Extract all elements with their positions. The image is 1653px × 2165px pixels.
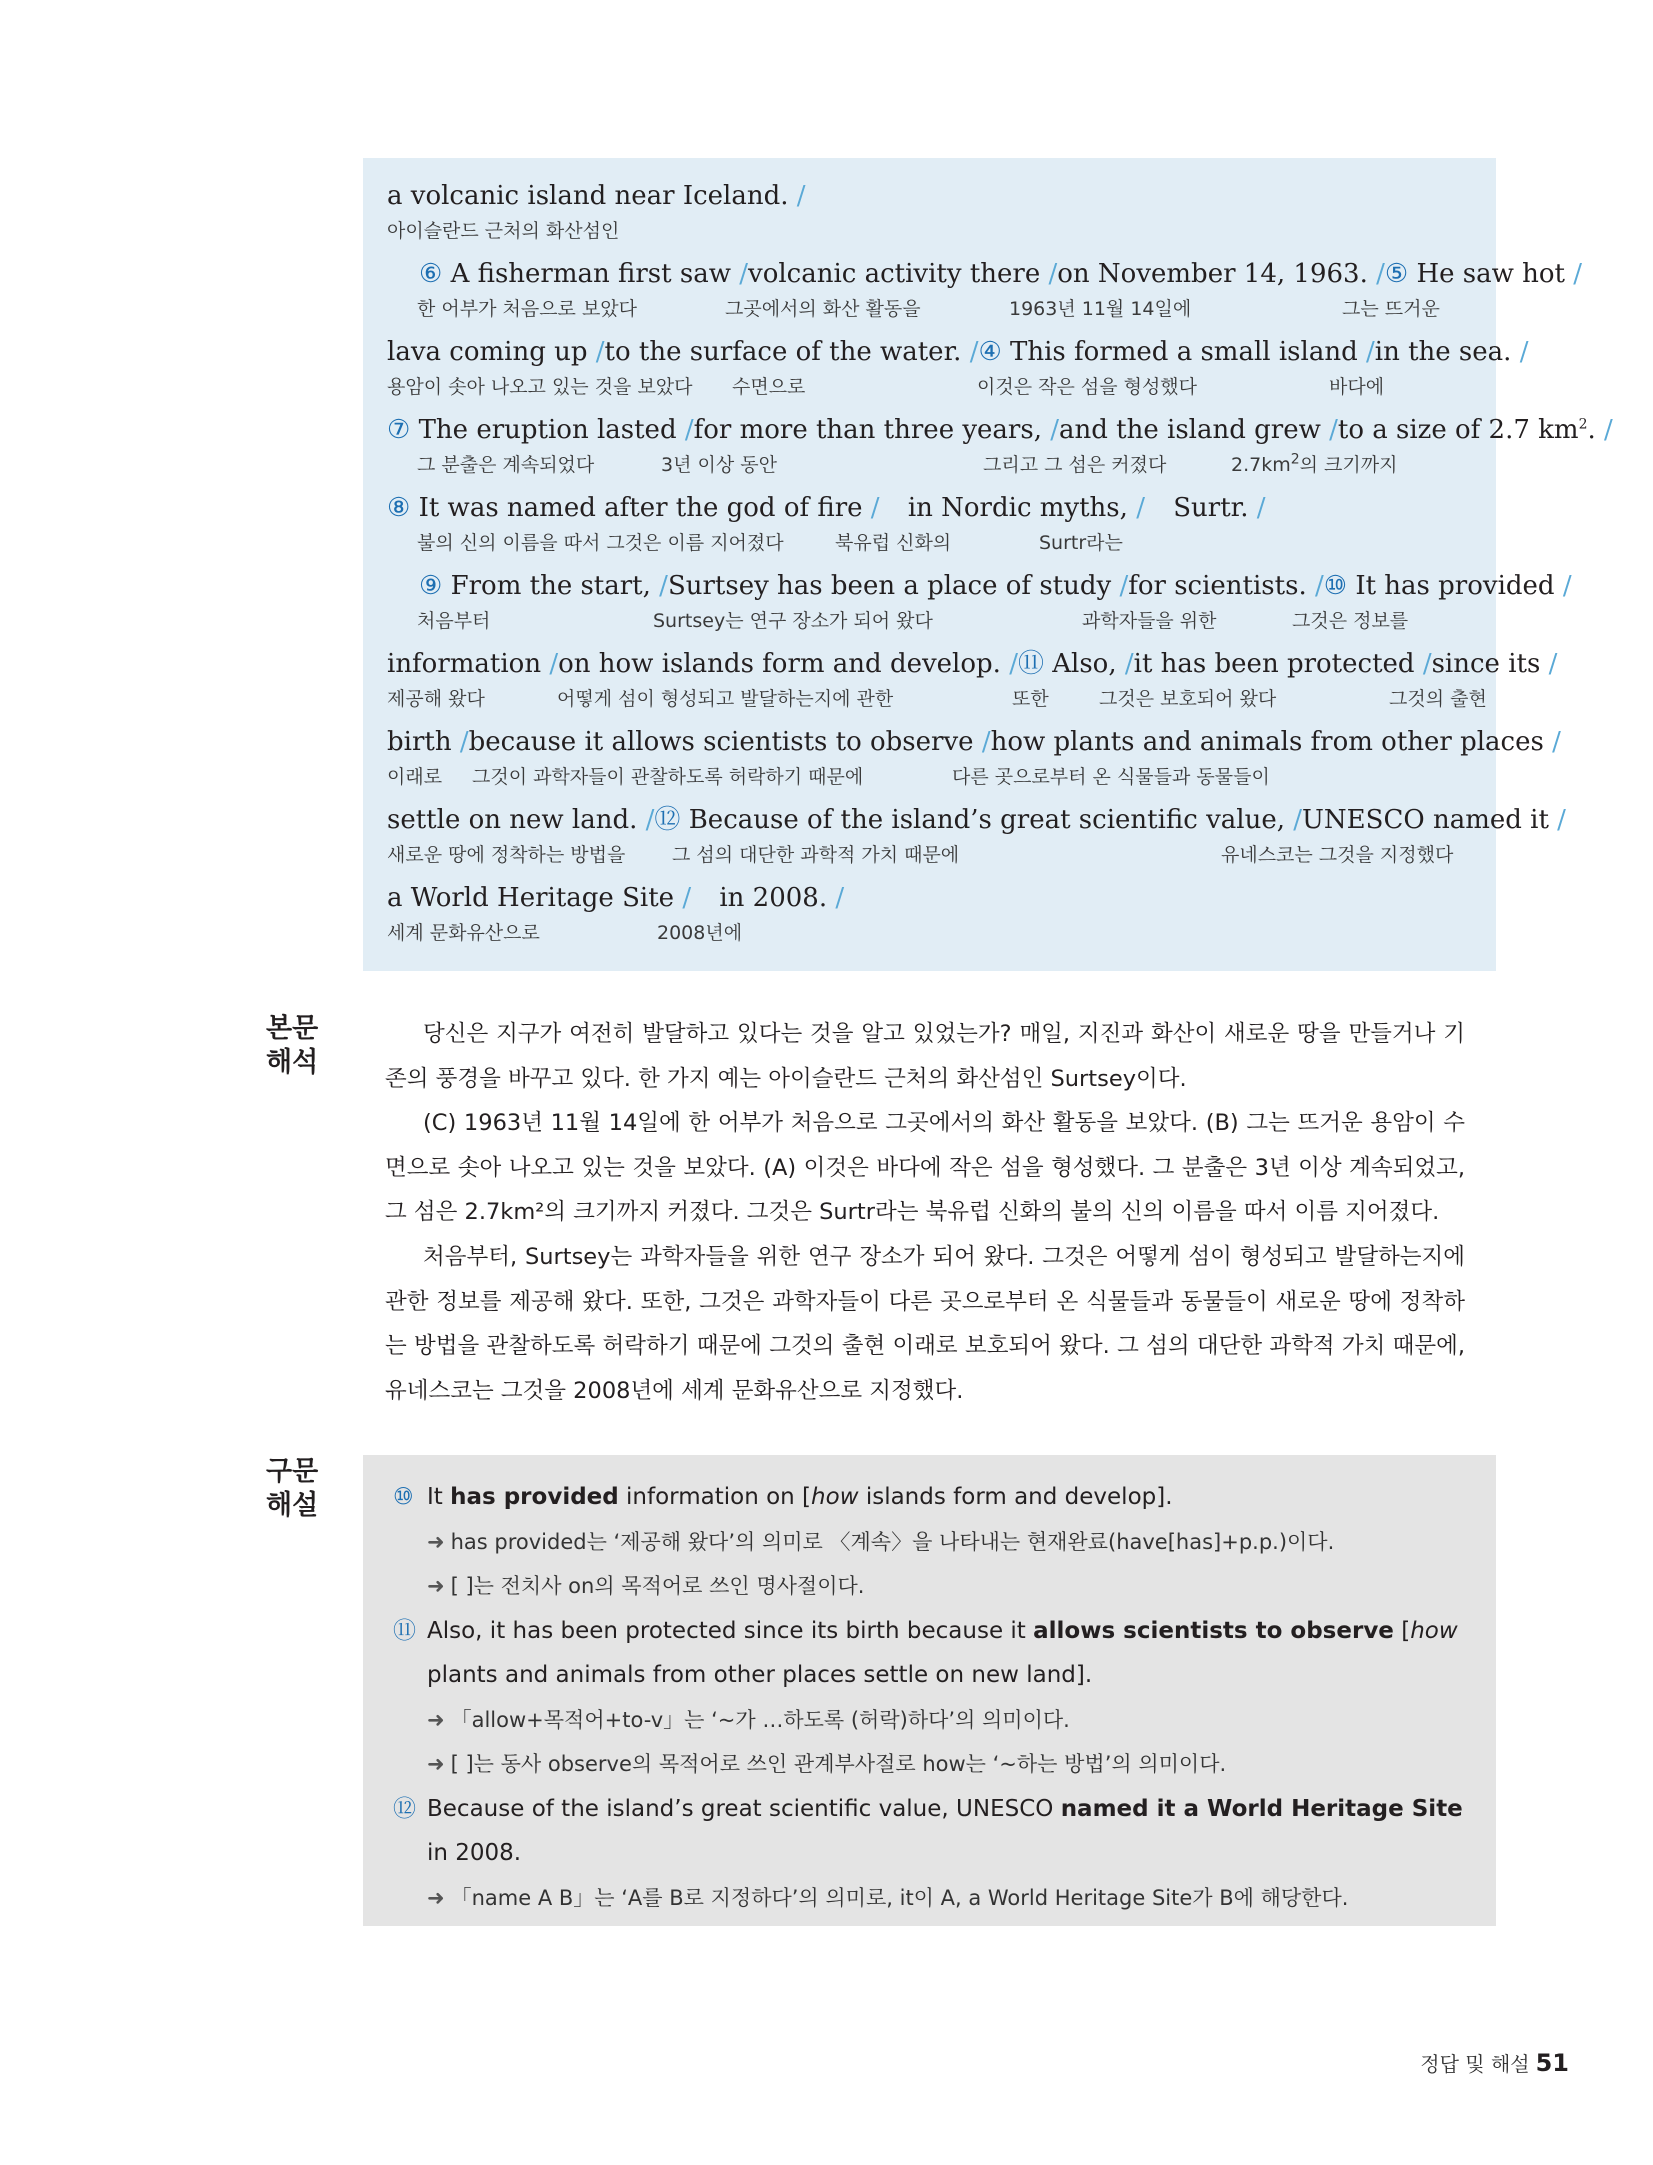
chunk-text: it has been protected <box>1133 649 1415 679</box>
text: plants and animals from other places settle on new land]. <box>427 1662 1093 1688</box>
korean-gloss: 세계 문화유산으로 <box>387 922 540 944</box>
korean-gloss: 북유럽 신화의 <box>835 532 952 554</box>
chunk-text: From the start, <box>450 571 651 601</box>
sentence-number: ⑩ <box>393 1484 414 1510</box>
korean-gloss: 그 섬의 대단한 과학적 가치 때문에 <box>672 844 960 866</box>
korean-gloss: 용암이 솟아 나오고 있는 것을 보았다 <box>387 376 693 398</box>
korean-gloss-line <box>387 528 1472 556</box>
english-chunk <box>387 178 806 214</box>
english-chunk <box>558 646 1018 682</box>
grammar-item-10 <box>393 1475 1466 1520</box>
korean-gloss: 그것은 보호되어 왔다 <box>1099 688 1277 710</box>
english-chunk <box>1018 646 1134 682</box>
korean-gloss: 처음부터 <box>417 610 491 632</box>
chunk-text: in Nordic myths, <box>907 493 1128 523</box>
korean-gloss: 바다에 <box>1329 376 1385 398</box>
chunk-line <box>387 178 1472 256</box>
note-text: has provided는 ‘제공해 왔다’의 의미로 〈계속〉을 나타내는 현재완료(have[has]+p.p.)이다. <box>450 1529 1335 1554</box>
korean-gloss: 한 어부가 처음으로 보았다 <box>417 298 638 320</box>
english-chunk <box>719 880 844 916</box>
chunk-slash: / <box>595 337 605 367</box>
label-line-2: 해석 <box>266 1047 319 1078</box>
english-chunk <box>1302 802 1566 838</box>
chunk-line <box>387 256 1583 334</box>
chunk-line <box>387 724 1561 802</box>
sentence-number: ⑩ <box>1323 571 1348 601</box>
korean-gloss: 그것은 정보를 <box>1292 610 1409 632</box>
chunk-text: and the island grew <box>1059 415 1321 445</box>
arrow-right-icon: ➜ <box>427 1752 445 1776</box>
chunk-line <box>387 412 1613 490</box>
chunk-text: in 2008. <box>719 883 828 913</box>
chunk-text: birth <box>387 727 452 757</box>
english-chunk <box>1128 568 1324 604</box>
korean-gloss: 1963년 11월 14일에 <box>1009 298 1192 320</box>
chunk-line <box>387 568 1572 646</box>
english-chunk <box>1375 334 1529 370</box>
chunk-text: Surtsey has been a place of study <box>667 571 1112 601</box>
text: It <box>427 1484 451 1510</box>
english-chunk-line <box>387 490 1472 526</box>
chunk-text: how plants and animals from other places <box>990 727 1544 757</box>
chunk-slash: / <box>1314 571 1324 601</box>
english-chunk-line <box>387 334 1529 370</box>
chunk-slash: / <box>459 727 469 757</box>
english-chunk <box>1432 646 1558 682</box>
korean-gloss-line <box>387 294 1472 322</box>
chunk-slash: / <box>870 493 880 523</box>
footer-label: 정답 및 해설 <box>1420 2052 1530 2076</box>
chunk-text: for more than three years, <box>693 415 1042 445</box>
korean-gloss: 아이슬란드 근처의 화산섬인 <box>387 220 620 242</box>
english-chunk-line <box>419 568 1572 604</box>
korean-gloss: 그곳에서의 화산 활동을 <box>725 298 921 320</box>
korean-gloss-line <box>387 372 1472 400</box>
english-chunk <box>605 334 979 370</box>
chunk-slash: / <box>1009 649 1018 679</box>
chunk-text: in the sea. <box>1374 337 1512 367</box>
chunk-text: Because of the island’s great scientific value, <box>688 805 1285 835</box>
chunk-text: Also, <box>1052 649 1117 679</box>
chunk-text: UNESCO named it <box>1302 805 1549 835</box>
korean-gloss: 새로운 땅에 정착하는 방법을 <box>387 844 626 866</box>
chunk-text: It was named after the god of fire <box>418 493 863 523</box>
chunk-slash: / <box>981 727 991 757</box>
sentence-number: ⑫ <box>654 805 681 835</box>
chunk-slash: / <box>1573 259 1583 289</box>
korean-gloss: 다른 곳으로부터 온 식물들과 동물들이 <box>952 766 1270 788</box>
chunk-slash: / <box>1557 805 1566 835</box>
chunk-slash: / <box>1119 571 1129 601</box>
chunk-text: He saw hot <box>1416 259 1565 289</box>
english-chunk <box>991 724 1561 760</box>
chunk-slash: / <box>1548 649 1558 679</box>
translation-text <box>385 1012 1465 1413</box>
english-chunk <box>1324 568 1572 604</box>
chunk-slash: / <box>659 571 668 601</box>
korean-gloss: 불의 신의 이름을 따서 그것은 이름 지어졌다 <box>417 532 784 554</box>
text: Because of the island’s great scientific value, UNESCO <box>427 1795 1061 1822</box>
note-text: 「name A B」는 ‘A를 B로 지정하다’의 의미로, it이 A, a World Heritage Site가 B에 해당한다. <box>450 1885 1349 1910</box>
chunk-slash: / <box>739 259 748 289</box>
sentence-number: ⑥ <box>419 259 443 289</box>
grammar-section-label <box>266 1455 336 1523</box>
korean-gloss: 3년 이상 동안 <box>661 454 777 476</box>
korean-gloss-line <box>387 684 1487 712</box>
english-chunk <box>387 646 558 682</box>
sentence-number: ⑤ <box>1384 259 1409 289</box>
korean-gloss-line <box>387 840 1472 868</box>
english-chunk <box>668 568 1128 604</box>
translation-paragraph: 처음부터, Surtsey는 과학자들을 위한 연구 장소가 되어 왔다. 그것은 어떻게 섬이 형성되고 발달하는지에 관한 정보를 제공해 왔다. 또한, 그것은 과학자들이 다른 곳으로부터 온 식물들과 동물들이 새로운 땅에 정착하는 방법을 관찰하도록 허락하기 때문에 그것의 출현 이래로 보호되어 왔다. 그 섬의 대단한 과학적 가치 때문에, 유네스코는 그것을 2008년에 세계 문화유산으로 지정했다. <box>385 1243 1465 1404</box>
english-chunk-line <box>387 178 1472 214</box>
english-chunk <box>387 334 605 370</box>
chunk-line <box>387 490 1472 568</box>
english-chunk <box>419 568 668 604</box>
chunk-text: since its <box>1431 649 1541 679</box>
italic-text: how <box>1410 1617 1458 1644</box>
grammar-note <box>393 1564 1466 1609</box>
label-line-2: 해설 <box>266 1490 319 1521</box>
english-chunk <box>387 724 469 760</box>
chunk-slash: / <box>1048 259 1058 289</box>
chunk-slash: / <box>1376 259 1385 289</box>
korean-gloss: 그 분출은 계속되었다 <box>417 454 595 476</box>
korean-gloss: 제공해 왔다 <box>387 688 485 710</box>
english-chunk-line <box>387 646 1558 682</box>
chunk-text: Surtr. <box>1173 493 1249 523</box>
chunk-slash: / <box>1050 415 1059 445</box>
korean-gloss: 유네스코는 그것을 지정했다 <box>1221 844 1454 866</box>
english-chunk <box>748 256 1057 292</box>
chunk-text: on November 14, 1963. <box>1057 259 1368 289</box>
english-chunk <box>1173 490 1265 526</box>
chunk-text: lava coming up <box>387 337 588 367</box>
english-chunk <box>1134 646 1432 682</box>
sentence-number: ⑪ <box>1017 649 1044 679</box>
chunk-text: information <box>387 649 542 679</box>
chunk-line <box>387 334 1529 412</box>
note-text: [ ]는 동사 observe의 목적어로 쓰인 관계부사절로 how는 ‘~하는 방법’의 의미이다. <box>450 1752 1227 1776</box>
english-chunk <box>387 490 880 526</box>
label-line-1: 본문 <box>266 1013 319 1044</box>
korean-gloss: 그것의 출현 <box>1389 688 1487 710</box>
highlight-text: named it a World Heritage Site <box>1060 1795 1463 1822</box>
english-chunk-line <box>387 802 1566 838</box>
chunk-slash: / <box>1422 649 1432 679</box>
sentence-number: ⑧ <box>387 493 411 523</box>
chunk-reading-box <box>363 158 1613 971</box>
korean-gloss: Surtsey는 연구 장소가 되어 왔다 <box>653 610 933 632</box>
highlight-text: allows scientists to observe <box>1033 1617 1394 1644</box>
chunk-text: volcanic activity there <box>748 259 1041 289</box>
english-chunk <box>1385 256 1582 292</box>
english-chunk <box>1057 256 1385 292</box>
korean-gloss: 그것이 과학자들이 관찰하도록 허락하기 때문에 <box>472 766 864 788</box>
chunk-slash: / <box>1604 415 1613 445</box>
chunk-text: It has provided <box>1355 571 1555 601</box>
chunk-slash: / <box>1136 493 1145 523</box>
chunk-line <box>387 802 1566 880</box>
chunk-text: for scientists. <box>1128 571 1307 601</box>
korean-gloss: 2008년에 <box>657 922 743 944</box>
korean-gloss: 어떻게 섬이 형성되고 발달하는지에 관한 <box>557 688 894 710</box>
arrow-right-icon: ➜ <box>427 1885 445 1910</box>
chunk-text: a World Heritage Site <box>387 883 675 913</box>
korean-gloss-line <box>387 216 1472 244</box>
english-chunk <box>387 802 654 838</box>
chunk-slash: / <box>549 649 559 679</box>
note-text: [ ]는 전치사 on의 목적어로 쓰인 명사절이다. <box>450 1574 865 1598</box>
arrow-right-icon: ➜ <box>427 1574 445 1598</box>
chunk-text: settle on new land. <box>387 805 638 835</box>
chunk-text: The eruption lasted <box>418 415 677 445</box>
note-text: 「allow+목적어+to-v」는 ‘~가 …하도록 (허락)하다’의 의미이다. <box>450 1707 1070 1732</box>
english-chunk <box>908 490 1145 526</box>
chunk-text: to the surface of the water. <box>604 337 962 367</box>
translation-section-label <box>266 1012 336 1080</box>
chunk-slash: / <box>1552 727 1561 757</box>
korean-gloss: 이것은 작은 섬을 형성했다 <box>977 376 1198 398</box>
grammar-note <box>393 1742 1466 1787</box>
chunk-text: This formed a small island <box>1010 337 1358 367</box>
page-footer <box>1420 2048 1569 2077</box>
korean-gloss: 이래로 <box>387 766 443 788</box>
grammar-note <box>393 1520 1466 1565</box>
english-chunk <box>387 412 694 448</box>
italic-text: how <box>811 1484 859 1510</box>
english-chunk <box>419 256 748 292</box>
grammar-item-12 <box>393 1787 1466 1876</box>
text: islands form and develop]. <box>858 1484 1173 1510</box>
chunk-text: to a size of 2.7 $km^2$. <box>1337 415 1596 445</box>
chunk-slash: / <box>1365 337 1375 367</box>
grammar-note <box>393 1876 1466 1921</box>
korean-gloss: 또한 <box>1012 688 1049 710</box>
sentence-number: ⑨ <box>419 571 443 601</box>
korean-gloss: 그는 뜨거운 <box>1342 298 1440 320</box>
label-line-1: 구문 <box>266 1456 319 1487</box>
chunk-line <box>387 880 1472 958</box>
chunk-slash: / <box>645 805 655 835</box>
sentence-number: ⑪ <box>393 1617 416 1644</box>
chunk-slash: / <box>1256 493 1266 523</box>
chunk-text: A fisherman first saw <box>450 259 731 289</box>
chunk-slash: / <box>1293 805 1303 835</box>
grammar-notes-box <box>363 1455 1496 1926</box>
english-chunk <box>387 880 691 916</box>
english-chunk-line <box>419 256 1583 292</box>
korean-gloss-line <box>387 606 1472 634</box>
translation-paragraph: (C) 1963년 11월 14일에 한 어부가 처음으로 그곳에서의 화산 활동을 보았다. (B) 그는 뜨거운 용암이 수면으로 솟아 나오고 있는 것을 보았다. (A) 이것은 바다에 작은 섬을 형성했다. 그 분출은 3년 이상 계속되었고, 그 섬은 2.7km²의 크기까지 커졌다. 그것은 Surtr라는 북유럽 신화의 불의 신의 이름을 따서 이름 지어졌다. <box>385 1110 1465 1226</box>
english-chunk-line <box>387 412 1613 448</box>
chunk-slash: / <box>1519 337 1529 367</box>
chunk-slash: / <box>1329 415 1338 445</box>
korean-gloss-line <box>387 762 1472 790</box>
korean-gloss: 과학자들을 위한 <box>1082 610 1217 632</box>
chunk-slash: / <box>969 337 979 367</box>
korean-gloss: $2.7km^2$의 크기까지 <box>1231 451 1398 476</box>
english-chunk <box>1059 412 1338 448</box>
english-chunk <box>469 724 991 760</box>
text: [ <box>1393 1617 1411 1644</box>
korean-gloss: 수면으로 <box>732 376 806 398</box>
english-chunk-line <box>387 880 1472 916</box>
text: information on [ <box>618 1484 812 1510</box>
text: in 2008. <box>427 1840 522 1866</box>
chunk-slash: / <box>682 883 692 913</box>
arrow-right-icon: ➜ <box>427 1707 445 1732</box>
chunk-slash: / <box>796 181 806 211</box>
english-chunk <box>694 412 1059 448</box>
grammar-note <box>393 1698 1466 1743</box>
chunk-text: a volcanic island near Iceland. <box>387 181 789 211</box>
chunk-text: on how islands form and develop. <box>558 649 1001 679</box>
arrow-right-icon: ➜ <box>427 1529 445 1554</box>
korean-gloss: Surtr라는 <box>1039 532 1123 554</box>
sentence-number: ⑦ <box>387 415 411 445</box>
chunk-slash: / <box>1124 649 1134 679</box>
page-number: 51 <box>1535 2049 1569 2077</box>
english-chunk <box>978 334 1374 370</box>
chunk-slash: / <box>1562 571 1572 601</box>
english-chunk <box>1338 412 1613 448</box>
text: Also, it has been protected since its birth because it <box>427 1617 1034 1644</box>
sentence-number: ⑫ <box>393 1795 416 1822</box>
english-chunk-line <box>387 724 1561 760</box>
korean-gloss-line <box>387 450 1472 478</box>
translation-paragraph: 당신은 지구가 여전히 발달하고 있다는 것을 알고 있었는가? 매일, 지진과 화산이 새로운 땅을 만들거나 기존의 풍경을 바꾸고 있다. 한 가지 예는 아이슬란드 근처의 화산섬인 Surtsey이다. <box>385 1021 1465 1092</box>
english-chunk <box>654 802 1302 838</box>
chunk-line <box>387 646 1558 724</box>
korean-gloss: 그리고 그 섬은 커졌다 <box>983 454 1167 476</box>
grammar-item-11 <box>393 1609 1466 1698</box>
chunk-slash: / <box>684 415 694 445</box>
sentence-number: ④ <box>978 337 1002 367</box>
korean-gloss-line <box>387 918 1472 946</box>
highlight-text: has provided <box>450 1484 619 1510</box>
chunk-slash: / <box>835 883 845 913</box>
chunk-text: because it allows scientists to observe <box>468 727 974 757</box>
